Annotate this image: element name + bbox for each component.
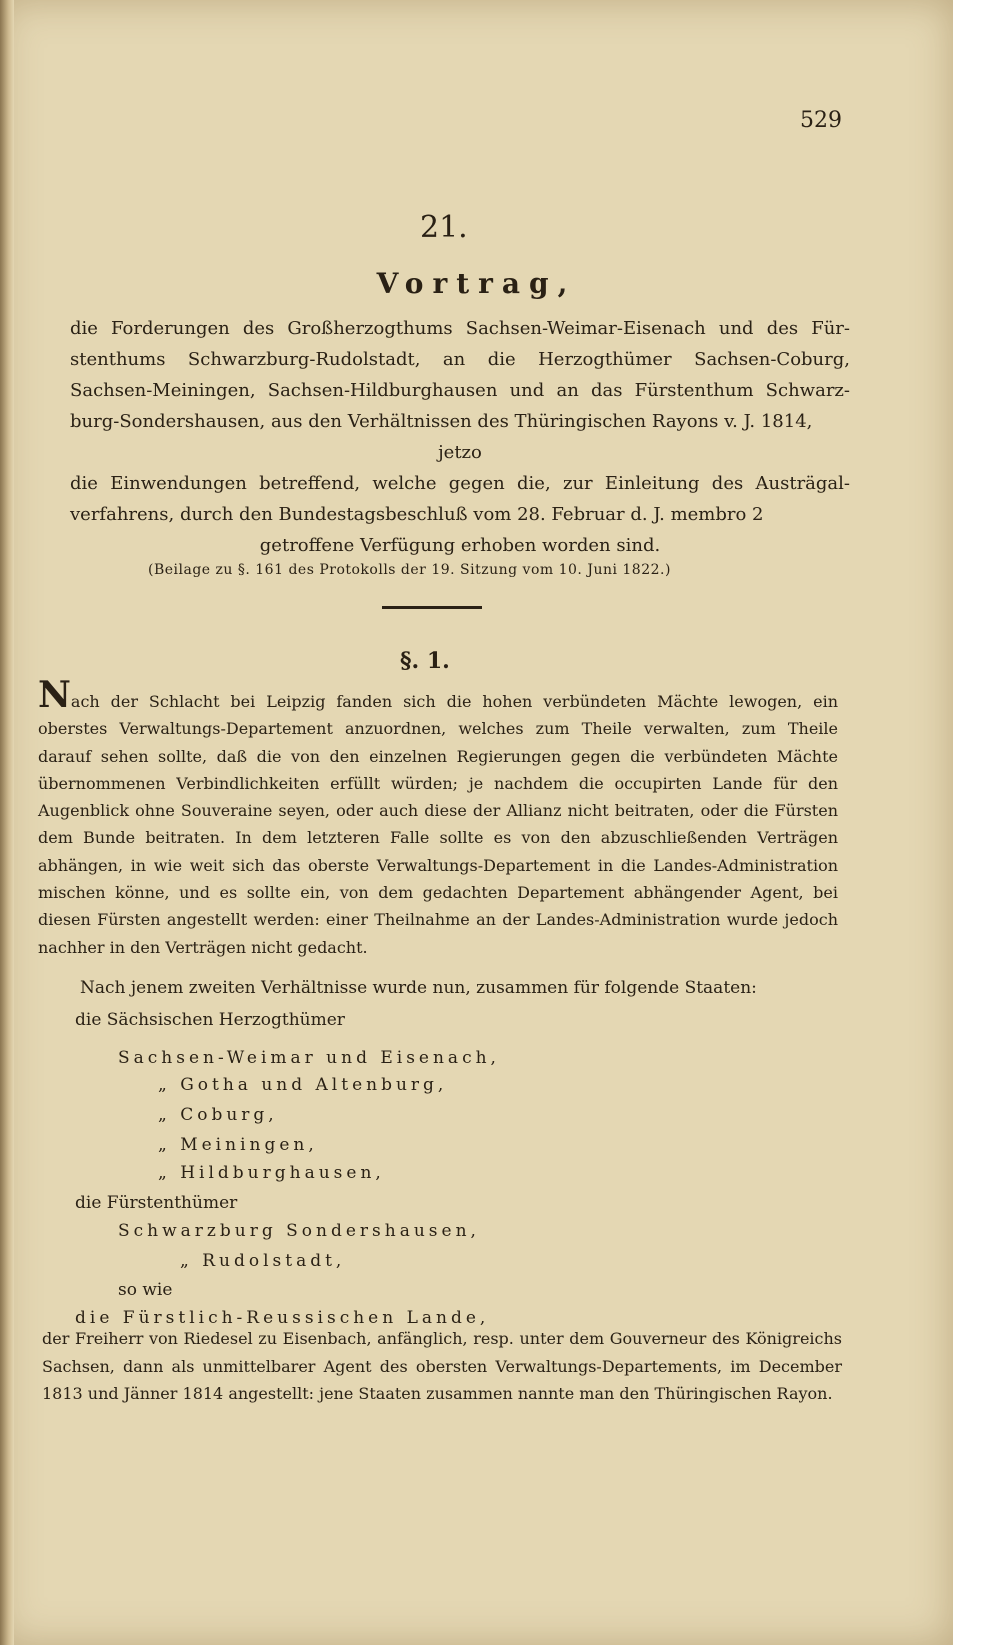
list-item: „ Hildburghausen, [158,1163,385,1183]
appendix-note: (Beilage zu §. 161 des Protokolls der 19. Sitzung vom 10. Juni 1822.) [148,562,671,578]
closing-paragraph: der Freiherr von Riedesel zu Eisenbach, anfänglich, resp. unter dem Gouverneur des Königreichs Sachsen, dann als unmittelbarer Agent des obersten Verwaltungs-Departements, im December 1813 und Jänner 1814 angestellt: jene Staaten zusammen nannte man den Thüringischen Rayon. [42,1329,842,1403]
section-heading: §. 1. [400,648,450,674]
document-number: 21. [420,210,468,245]
list-item: so wie [118,1280,173,1300]
subtitle-line: jetzo [438,442,482,463]
list-item: die Sächsischen Herzogthümer [75,1010,345,1030]
list-item: „ Coburg, [158,1105,278,1125]
subtitle-block [70,313,850,561]
subtitle-line: verfahrens, durch den Bundestagsbeschluß vom 28. Februar d. J. membro 2 [70,504,764,525]
subtitle-line: die Forderungen des Großherzogthums Sachsen-Weimar-Eisenach und des Für- [70,318,850,339]
list-item: Schwarzburg Sondershausen, [118,1221,480,1241]
section-divider [382,606,482,609]
page-binding-edge [0,0,14,1645]
subtitle-line: Sachsen-Meiningen, Sachsen-Hildburghausen und an das Fürstenthum Schwarz- [70,380,850,401]
list-item: „ Rudolstadt, [180,1251,346,1271]
drop-cap: N [38,674,71,716]
list-item: die Fürstlich-Reussischen Lande, [75,1308,490,1328]
list-item: „ Gotha und Altenburg, [158,1075,448,1095]
subtitle-line: getroffene Verfügung erhoben worden sind. [259,535,661,556]
list-item: die Fürstenthümer [75,1193,238,1213]
section-paragraph [38,674,838,961]
paragraph-text: ach der Schlacht bei Leipzig fanden sich die hohen verbündeten Mächte lewogen, ein oberstes Verwaltungs-Departement anzuordnen, welches zum Theile verwalten, zum Theile darauf sehen sollte, daß die von den einzelnen Regierungen gegen die verbündeten Mächte übernommenen Verbindlichkeiten erfüllt würden; je nachdem die occupirten Lande für den Augenblick ohne Souveraine seyen, oder auch diese der Allianz nicht beitraten, oder die Fürsten dem Bunde beitraten. In dem letzteren Falle sollte es von den abzuschließenden Verträgen abhängen, in wie weit sich das oberste Verwaltungs-Departement in die Landes-Administration mischen könne, und es sollte ein, von dem gedachten Departement abhängender Agent, bei diesen Fürsten angestellt werden: einer Theilnahme an der Landes-Administration wurde jedoch nachher in den Verträgen nicht gedacht. [38,692,838,957]
document-title: Vortrag, [376,267,577,300]
page-number: 529 [800,108,842,133]
subtitle-line: die Einwendungen betreffend, welche gegen die, zur Einleitung des Austrägal- [70,473,850,494]
subtitle-line: stenthums Schwarzburg-Rudolstadt, an die Herzogthümer Sachsen-Coburg, [70,349,850,370]
list-item: Sachsen-Weimar und Eisenach, [118,1048,500,1068]
subtitle-line: burg-Sondershausen, aus den Verhältnissen des Thüringischen Rayons v. J. 1814, [70,411,813,432]
list-item: „ Meiningen, [158,1135,318,1155]
list-intro: Nach jenem zweiten Verhältnisse wurde nun, zusammen für folgende Staaten: [80,978,757,998]
